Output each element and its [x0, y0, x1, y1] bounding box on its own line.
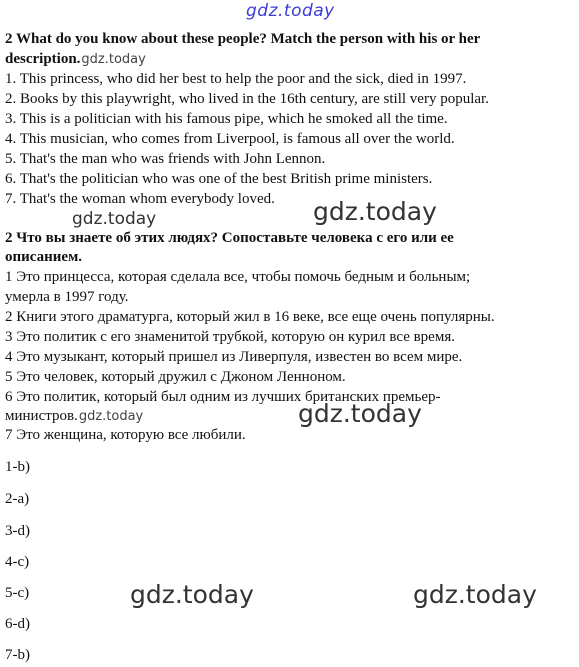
russian-item-7: 7 Это женщина, которую все любили. — [5, 427, 246, 443]
english-item-1: 1. This princess, who did her best to help the poor and the sick, died in 1997. — [5, 71, 467, 87]
russian-heading-line2: описанием. — [5, 249, 83, 265]
russian-item-6-line1: 6 Это политик, который был одним из лучших британских премьер- — [5, 389, 441, 405]
watermark-bottom-left: gdz.today — [130, 580, 254, 609]
watermark-top: gdz.today — [246, 1, 335, 21]
answer-5: 5-c) — [5, 585, 30, 601]
english-heading-line1: 2 What do you know about these people? Match the person with his or her — [5, 31, 481, 47]
russian-item-4: 4 Это музыкант, который пришел из Ливерпуля, известен во всем мире. — [5, 349, 463, 365]
watermark-ru-right: gdz.today — [298, 399, 422, 428]
english-item-5: 5. That's the man who was friends with John Lennon. — [5, 151, 326, 167]
watermark-inline-heading: gdz.today — [81, 52, 146, 67]
watermark-bottom-right: gdz.today — [413, 580, 537, 609]
answer-6: 6-d) — [5, 616, 30, 632]
english-item-4: 4. This musician, who comes from Liverpool, is famous all over the world. — [5, 131, 455, 147]
russian-item-1-line2: умерла в 1997 году. — [5, 289, 129, 305]
russian-item-3: 3 Это политик с его знаменитой трубкой, которую он курил все время. — [5, 329, 455, 345]
english-heading-line2: description. — [5, 51, 81, 67]
russian-item-6-line2-row — [5, 407, 143, 427]
russian-item-6-line2: министров. — [5, 408, 78, 424]
answer-3: 3-d) — [5, 523, 30, 539]
russian-item-5: 5 Это человек, который дружил с Джоном Ленноном. — [5, 369, 346, 385]
russian-heading-line1: 2 Что вы знаете об этих людях? Сопоставьте человека с его или ее — [5, 230, 454, 246]
watermark-mid-left: gdz.today — [72, 209, 157, 229]
answer-2: 2-a) — [5, 491, 30, 507]
english-item-6: 6. That's the politician who was one of the best British prime ministers. — [5, 171, 433, 187]
watermark-ru-inline: gdz.today — [78, 409, 144, 424]
russian-item-2: 2 Книги этого драматурга, который жил в 16 веке, все еще очень популярны. — [5, 309, 495, 325]
english-item-3: 3. This is a politician with his famous pipe, which he smoked all the time. — [5, 111, 448, 127]
english-item-2: 2. Books by this playwright, who lived in the 16th century, are still very popular. — [5, 91, 489, 107]
answer-4: 4-c) — [5, 554, 30, 570]
russian-item-1-line1: 1 Это принцесса, которая сделала все, чтобы помочь бедным и больным; — [5, 269, 471, 285]
answer-7: 7-b) — [5, 647, 30, 663]
english-heading-line2-row — [5, 50, 146, 70]
watermark-mid-right: gdz.today — [313, 197, 437, 226]
english-item-7: 7. That's the woman whom everybody loved. — [5, 191, 275, 207]
answer-1: 1-b) — [5, 459, 30, 475]
